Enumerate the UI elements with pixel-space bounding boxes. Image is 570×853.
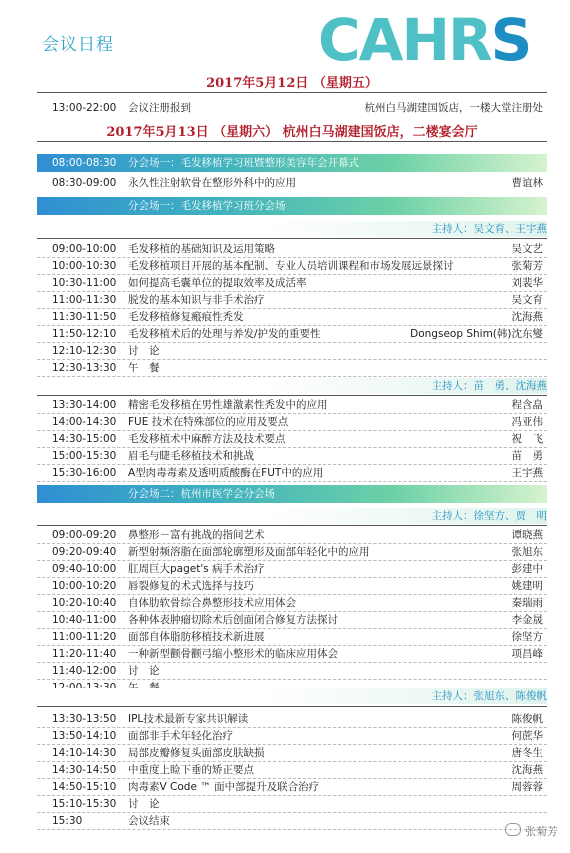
- speaker: 程含皛: [511, 399, 543, 411]
- agenda-row: [37, 762, 547, 779]
- session: 如何提高毛囊单位的提取效率及成活率: [128, 277, 307, 289]
- agenda-row: [37, 595, 547, 612]
- speaker: 彭建中: [511, 563, 543, 575]
- time: 13:30-14:00: [52, 399, 117, 411]
- venue2-host-afternoon: 主持人：张旭东、陈俊帆: [431, 690, 547, 702]
- time: 09:40-10:00: [52, 563, 117, 575]
- speaker: 祝 飞: [511, 433, 543, 445]
- speaker: 李金晟: [511, 614, 543, 626]
- session: 午 餐: [128, 362, 160, 374]
- session: 毛发移植术后的处理与养发/护发的重要性: [128, 328, 321, 340]
- speaker: 谭晓燕: [511, 529, 543, 541]
- day1-date: 2017年5月12日 （星期五）: [206, 76, 378, 91]
- speaker: 沈海燕: [511, 311, 543, 323]
- time: 15:30-16:00: [52, 467, 117, 479]
- agenda-row: [37, 241, 547, 258]
- speaker: 姚建明: [511, 580, 543, 592]
- opening-talk-row: [37, 175, 547, 191]
- session: 讨 论: [128, 345, 160, 357]
- time: 09:20-09:40: [52, 546, 117, 558]
- session: 讨 论: [128, 665, 160, 677]
- session: 讨 论: [128, 798, 160, 810]
- venue1-band: [37, 197, 547, 215]
- agenda-row: [37, 527, 547, 544]
- speaker: 沈海燕: [511, 764, 543, 776]
- agenda-row: [37, 431, 547, 448]
- speaker: 项昌峰: [511, 648, 543, 660]
- time: 14:30-15:00: [52, 433, 117, 445]
- agenda-row: [37, 397, 547, 414]
- agenda-row: [37, 544, 547, 561]
- session: 毛发移植项目开展的基本配制、专业人员培训课程和市场发展远景探讨: [128, 260, 454, 272]
- time: 13:50-14:10: [52, 730, 117, 742]
- session: 面部自体脂肪移植技术新进展: [128, 631, 265, 643]
- time: 09:00-10:00: [52, 243, 117, 255]
- time: 10:40-11:00: [52, 614, 117, 626]
- agenda-row: [37, 448, 547, 465]
- wechat-watermark: [505, 823, 558, 839]
- time: 11:00-11:20: [52, 631, 117, 643]
- day2-date: 2017年5月13日 （星期六） 杭州白马湖建国饭店，二楼宴会厅: [106, 125, 478, 140]
- divider: [37, 525, 547, 526]
- time: 12:10-12:30: [52, 345, 117, 357]
- session: 唇裂修复的术式选择与技巧: [128, 580, 254, 592]
- session: IPL技术最新专家共识解读: [128, 713, 249, 725]
- agenda-row: [37, 728, 547, 745]
- time: 15:30: [52, 815, 83, 827]
- opening-band: [37, 154, 547, 172]
- speaker: 苗 勇: [511, 450, 543, 462]
- speaker: 吴文艺: [511, 243, 543, 255]
- session: 一种新型颧骨颧弓缩小整形术的临床应用体会: [128, 648, 338, 660]
- agenda-row: [37, 326, 547, 343]
- speaker: 曹谊林: [511, 177, 543, 189]
- session: 鼻整形－富有挑战的指间艺术: [128, 529, 265, 541]
- registration-row: [37, 100, 547, 116]
- agenda-row: [37, 779, 547, 796]
- session: 肛周巨大paget's 病手术治疗: [128, 563, 265, 575]
- time: 14:50-15:10: [52, 781, 117, 793]
- agenda-row: [37, 292, 547, 309]
- speaker: 刘裴华: [511, 277, 543, 289]
- time: 12:30-13:30: [52, 362, 117, 374]
- time: 11:20-11:40: [52, 648, 117, 660]
- cahrs-logo: [318, 6, 531, 74]
- session: 会议注册报到: [128, 102, 191, 114]
- agenda-row: [37, 561, 547, 578]
- divider: [37, 141, 547, 142]
- agenda-row: [37, 360, 547, 377]
- time: 08:30-09:00: [52, 177, 117, 189]
- time: 13:30-13:50: [52, 713, 117, 725]
- wechat-icon: [505, 823, 521, 836]
- session: 毛发移植的基础知识及运用策略: [128, 243, 275, 255]
- agenda-row: [37, 258, 547, 275]
- session: 毛发移植修复瘢痕性秃发: [128, 311, 244, 323]
- agenda-row: [37, 711, 547, 728]
- time: 15:00-15:30: [52, 450, 117, 462]
- time: 14:10-14:30: [52, 747, 117, 759]
- time: 10:00-10:20: [52, 580, 117, 592]
- time: 15:10-15:30: [52, 798, 117, 810]
- session: 分会场一：毛发移植学习班分会场: [128, 200, 286, 212]
- session: 面部非手术年轻化治疗: [128, 730, 233, 742]
- session: 各种体表肿瘤切除术后创面闭合修复方法探讨: [128, 614, 338, 626]
- agenda-row: [37, 309, 547, 326]
- session: 分会场二：杭州市医学会分会场: [128, 488, 275, 500]
- speaker: 张旭东: [511, 546, 543, 558]
- agenda-row: [37, 629, 547, 646]
- speaker: 王宇燕: [511, 467, 543, 479]
- wechat-name: 张菊芳: [525, 825, 558, 838]
- speaker: 冯亚伟: [511, 416, 543, 428]
- logo-text-s: S: [490, 6, 531, 74]
- page-title: 会议日程: [42, 35, 114, 55]
- session: 毛发移植术中麻醉方法及技术要点: [128, 433, 286, 445]
- session: A型肉毒毒素及透明质酸酶在FUT中的应用: [128, 467, 324, 479]
- speaker: 秦瑞雨: [511, 597, 543, 609]
- session: 分会场一：毛发移植学习班暨整形美容年会开幕式: [128, 157, 359, 169]
- venue1-host-afternoon: 主持人：苗 勇、沈海燕: [431, 380, 547, 392]
- agenda-row: [37, 343, 547, 360]
- time: 08:00-08:30: [52, 157, 117, 169]
- speaker: 唐冬生: [511, 747, 543, 759]
- divider: [37, 92, 547, 93]
- time: 11:30-11:50: [52, 311, 117, 323]
- venue2-host-morning: 主持人：徐坚方、贾 明: [431, 510, 547, 522]
- speaker: 陈俊帆: [511, 713, 543, 725]
- agenda-row: [37, 663, 547, 680]
- time: 10:20-10:40: [52, 597, 117, 609]
- agenda-row: [37, 796, 547, 813]
- session: 中重度上睑下垂的矫正要点: [128, 764, 254, 776]
- logo-text: CAHR: [318, 6, 491, 74]
- speaker: Dongseop Shim(韩)沈东燮: [410, 328, 543, 340]
- location: 杭州白马湖建国饭店，一楼大堂注册处: [364, 102, 543, 114]
- speaker: 吴文育: [511, 294, 543, 306]
- time: 09:00-09:20: [52, 529, 117, 541]
- session: 会议结束: [128, 815, 170, 827]
- session: 肉毒素V Code ™ 面中部提升及联合治疗: [128, 781, 320, 793]
- session: 眉毛与睫毛移植技术和挑战: [128, 450, 254, 462]
- session: 自体肋软骨综合鼻整形技术应用体会: [128, 597, 296, 609]
- time: 14:30-14:50: [52, 764, 117, 776]
- divider: [37, 706, 547, 707]
- time: 13:00-22:00: [52, 102, 117, 114]
- time: 14:00-14:30: [52, 416, 117, 428]
- time: 10:00-10:30: [52, 260, 117, 272]
- divider: [37, 395, 547, 396]
- speaker: 徐坚方: [511, 631, 543, 643]
- agenda-row: [37, 612, 547, 629]
- session: FUE 技术在特殊部位的应用及要点: [128, 416, 289, 428]
- session: 局部皮瓣修复头面部皮肤缺损: [128, 747, 265, 759]
- session: 精密毛发移植在男性雄激素性秃发中的应用: [128, 399, 328, 411]
- speaker: 何蔗华: [511, 730, 543, 742]
- venue2-band: [37, 485, 547, 503]
- session: 新型射频溶脂在面部轮廓塑形及面部年轻化中的应用: [128, 546, 370, 558]
- agenda-row: [37, 465, 547, 482]
- agenda-row: [37, 275, 547, 292]
- time: 11:50-12:10: [52, 328, 117, 340]
- agenda-row: [37, 646, 547, 663]
- divider: [37, 238, 547, 239]
- time: 10:30-11:00: [52, 277, 117, 289]
- agenda-row: [37, 414, 547, 431]
- speaker: 张菊芳: [511, 260, 543, 272]
- session: 脱发的基本知识与非手术治疗: [128, 294, 265, 306]
- venue1-host-morning: 主持人：吴文育、王宇燕: [431, 223, 547, 235]
- session: 永久性注射软骨在整形外科中的应用: [128, 177, 296, 189]
- agenda-row: [37, 578, 547, 595]
- speaker: 周蓉蓉: [511, 781, 543, 793]
- agenda-row: [37, 813, 547, 830]
- time: 11:00-11:30: [52, 294, 117, 306]
- time: 11:40-12:00: [52, 665, 117, 677]
- agenda-row: [37, 745, 547, 762]
